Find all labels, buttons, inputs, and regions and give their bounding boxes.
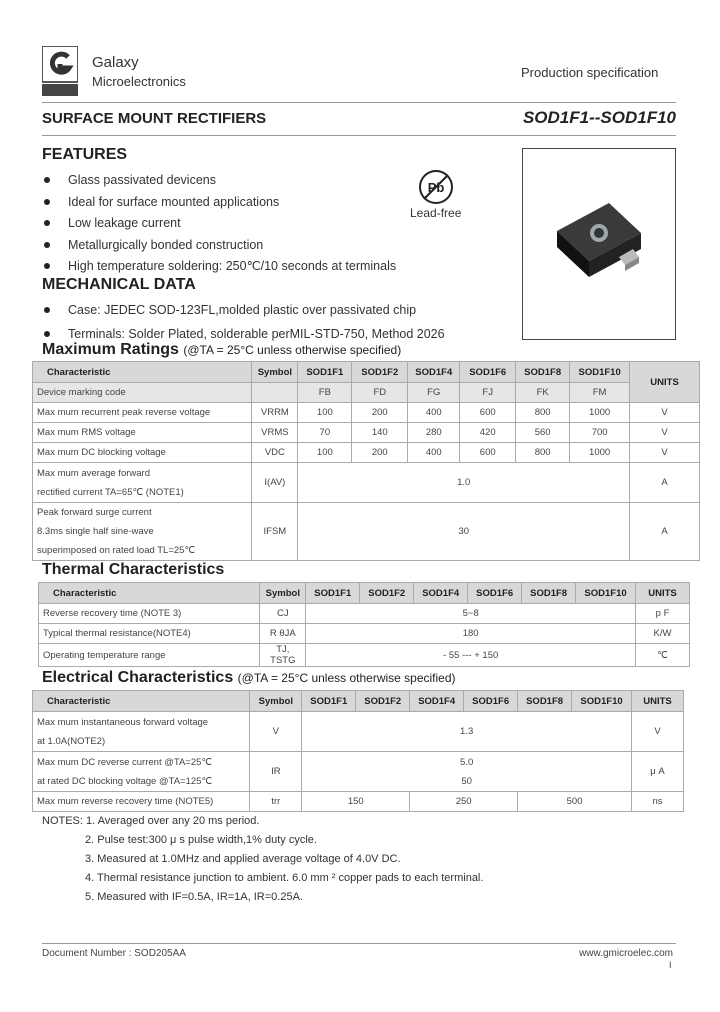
table-cell: Max mum RMS voltage <box>33 423 252 443</box>
table-cell: 280 <box>408 423 460 443</box>
table-cell: 100 <box>298 403 352 423</box>
table-header: SOD1F8 <box>522 583 576 604</box>
max-ratings-heading <box>42 341 401 359</box>
part-range: SOD1F1--SOD1F10 <box>522 108 676 127</box>
cell-line: 5.0 <box>460 756 474 768</box>
table-cell <box>33 712 250 752</box>
table-cell: 1000 <box>570 443 630 463</box>
table-row <box>39 644 690 667</box>
table-cell: μ A <box>632 752 684 792</box>
table-header: SOD1F4 <box>414 583 468 604</box>
table-cell: FG <box>408 383 460 403</box>
section-condition: (@TA = 25°C unless otherwise specified) <box>237 671 456 685</box>
table-header: UNITS <box>636 583 690 604</box>
table-row <box>33 443 700 463</box>
table-cell: VRMS <box>252 423 298 443</box>
table-cell: 600 <box>460 403 516 423</box>
table-cell: - 55 --- + 150 <box>306 644 636 667</box>
mechanical-heading: MECHANICAL DATA <box>42 276 196 293</box>
table-cell: V <box>250 712 302 752</box>
table-cell: V <box>630 423 700 443</box>
table-cell: 70 <box>298 423 352 443</box>
sod123fl-package-illustration <box>523 149 675 339</box>
table-cell: VDC <box>252 443 298 463</box>
note-line: 2. Pulse test:300 μ s pulse width,1% duty cycle. <box>85 834 317 846</box>
divider <box>42 102 676 103</box>
table-cell: I(AV) <box>252 463 298 503</box>
table-row <box>33 463 700 503</box>
table-cell: FK <box>516 383 570 403</box>
table-header: SOD1F6 <box>460 362 516 383</box>
list-item: Metallurgically bonded construction <box>42 237 396 259</box>
table-cell: R θJA <box>260 624 306 644</box>
table-header: Symbol <box>250 691 302 712</box>
table-cell: VRRM <box>252 403 298 423</box>
table-cell: 250 <box>410 792 518 812</box>
table-cell <box>33 463 252 503</box>
electrical-heading <box>42 669 456 687</box>
table-cell: IR <box>250 752 302 792</box>
table-cell: 600 <box>460 443 516 463</box>
table-header: Characteristic <box>39 583 260 604</box>
table-cell: Operating temperature range <box>39 644 260 667</box>
table-cell: TJ, TSTG <box>260 644 306 667</box>
table-header: SOD1F10 <box>576 583 636 604</box>
cell-line: Max mum DC reverse current @TA=25℃ <box>37 756 213 768</box>
table-row <box>33 503 700 561</box>
table-cell: FD <box>352 383 408 403</box>
table-cell <box>33 503 252 561</box>
cell-line: rectified current TA=65℃ (NOTE1) <box>37 486 184 498</box>
table-cell: FB <box>298 383 352 403</box>
list-item: Glass passivated devicens <box>42 172 396 194</box>
max-ratings-table <box>32 361 700 561</box>
table-cell: A <box>630 503 700 561</box>
table-header: SOD1F4 <box>408 362 460 383</box>
table-header: SOD1F2 <box>356 691 410 712</box>
notes <box>42 812 483 907</box>
table-cell: FM <box>570 383 630 403</box>
cell-line: Max mum average forward <box>37 467 150 479</box>
list-item: Case: JEDEC SOD-123FL,molded plastic over passivated chip <box>42 302 445 326</box>
table-row <box>33 752 684 792</box>
table-cell: Typical thermal resistance(NOTE4) <box>39 624 260 644</box>
table-cell: FJ <box>460 383 516 403</box>
note-line: 4. Thermal resistance junction to ambient. 6.0 mm ² copper pads to each terminal. <box>85 872 484 884</box>
thermal-table <box>38 582 690 667</box>
table-header: Symbol <box>260 583 306 604</box>
table-header-row <box>39 583 690 604</box>
table-header: SOD1F10 <box>570 362 630 383</box>
table-cell: 1000 <box>570 403 630 423</box>
section-title: Maximum Ratings <box>42 341 179 358</box>
svg-text:Pb: Pb <box>427 180 445 195</box>
table-cell: Reverse recovery time (NOTE 3) <box>39 604 260 624</box>
cell-line: 8.3ms single half sine-wave <box>37 526 154 537</box>
table-cell: 100 <box>298 443 352 463</box>
table-cell: K/W <box>636 624 690 644</box>
table-header: SOD1F4 <box>410 691 464 712</box>
table-cell: 140 <box>352 423 408 443</box>
table-cell: Max mum DC blocking voltage <box>33 443 252 463</box>
table-cell: V <box>630 403 700 423</box>
list-item: Terminals: Solder Plated, solderable perMIL-STD-750, Method 2026 <box>42 326 445 350</box>
electrical-table <box>32 690 684 812</box>
table-cell: 700 <box>570 423 630 443</box>
section-condition: (@TA = 25°C unless otherwise specified) <box>183 343 402 357</box>
table-cell: 400 <box>408 403 460 423</box>
table-header: Characteristic <box>33 362 252 383</box>
table-header: SOD1F1 <box>298 362 352 383</box>
document-number: Document Number : SOD205AA <box>42 948 186 959</box>
spec-label: Production specification <box>521 65 659 80</box>
table-cell: 1.0 <box>298 463 630 503</box>
package-image <box>522 148 676 340</box>
brand-name: Galaxy <box>92 54 139 71</box>
table-cell: 150 <box>302 792 410 812</box>
table-header: Characteristic <box>33 691 250 712</box>
list-item: Ideal for surface mounted applications <box>42 194 396 216</box>
table-cell: 200 <box>352 403 408 423</box>
table-header: SOD1F8 <box>516 362 570 383</box>
cell-line: 50 <box>461 775 472 787</box>
table-header: UNITS <box>632 691 684 712</box>
table-row <box>33 403 700 423</box>
table-header: SOD1F6 <box>468 583 522 604</box>
note-line: 5. Measured with IF=0.5A, IR=1A, IR=0.25A. <box>85 891 303 903</box>
table-cell <box>33 752 250 792</box>
cell-line: at 1.0A(NOTE2) <box>37 735 106 747</box>
gme-logo <box>42 46 78 98</box>
list-item: High temperature soldering: 250℃/10 seconds at terminals <box>42 258 396 280</box>
table-row <box>33 383 700 403</box>
features-list <box>42 172 396 280</box>
lead-free-icon <box>418 169 454 205</box>
table-cell: trr <box>250 792 302 812</box>
table-cell: 500 <box>518 792 632 812</box>
cell-line: Peak forward surge current <box>37 507 152 518</box>
table-cell: ℃ <box>636 644 690 667</box>
cell-line: at rated DC blocking voltage @TA=125℃ <box>37 775 213 787</box>
table-cell: 180 <box>306 624 636 644</box>
table-header-row <box>33 362 700 383</box>
table-cell: 800 <box>516 403 570 423</box>
table-header: SOD1F10 <box>572 691 632 712</box>
table-cell: A <box>630 463 700 503</box>
table-cell: p F <box>636 604 690 624</box>
table-cell: V <box>630 443 700 463</box>
table-row <box>33 423 700 443</box>
table-row <box>33 792 684 812</box>
divider <box>42 135 676 136</box>
table-cell: CJ <box>260 604 306 624</box>
table-cell <box>252 383 298 403</box>
table-cell: 1.3 <box>302 712 632 752</box>
section-title: Electrical Characteristics <box>42 669 234 686</box>
divider <box>42 943 676 944</box>
table-header: SOD1F2 <box>352 362 408 383</box>
table-cell: IFSM <box>252 503 298 561</box>
brand-subtitle: Microelectronics <box>92 74 186 89</box>
table-row <box>33 712 684 752</box>
page-number: I <box>669 960 672 970</box>
table-cell: Max mum reverse recovery time (NOTE5) <box>33 792 250 812</box>
table-header: UNITS <box>630 362 700 403</box>
table-cell: 30 <box>298 503 630 561</box>
table-header: SOD1F2 <box>360 583 414 604</box>
table-cell <box>302 752 632 792</box>
table-cell: 420 <box>460 423 516 443</box>
features-heading: FEATURES <box>42 146 128 163</box>
list-item: Low leakage current <box>42 215 396 237</box>
cell-line: Max mum instantaneous forward voltage <box>37 716 209 728</box>
table-cell: 200 <box>352 443 408 463</box>
table-cell: 560 <box>516 423 570 443</box>
table-cell: Device marking code <box>33 383 252 403</box>
table-row <box>39 624 690 644</box>
table-header: SOD1F1 <box>302 691 356 712</box>
table-header: SOD1F1 <box>306 583 360 604</box>
table-cell: V <box>632 712 684 752</box>
thermal-heading: Thermal Characteristics <box>42 561 225 578</box>
table-header: SOD1F6 <box>464 691 518 712</box>
table-cell: Max mum recurrent peak reverse voltage <box>33 403 252 423</box>
table-row <box>39 604 690 624</box>
lead-free-label: Lead-free <box>410 206 462 220</box>
table-header-row <box>33 691 684 712</box>
table-cell: ns <box>632 792 684 812</box>
website-link[interactable]: www.gmicroelec.com <box>579 948 673 959</box>
cell-line: superimposed on rated load TL=25℃ <box>37 545 196 556</box>
table-header: SOD1F8 <box>518 691 572 712</box>
note-line: NOTES: 1. Averaged over any 20 ms period. <box>42 815 260 827</box>
note-line: 3. Measured at 1.0MHz and applied average voltage of 4.0V DC. <box>85 853 401 865</box>
document-title: SURFACE MOUNT RECTIFIERS <box>42 110 267 127</box>
table-cell: 400 <box>408 443 460 463</box>
table-cell: 800 <box>516 443 570 463</box>
table-cell: 5~8 <box>306 604 636 624</box>
table-header: Symbol <box>252 362 298 383</box>
